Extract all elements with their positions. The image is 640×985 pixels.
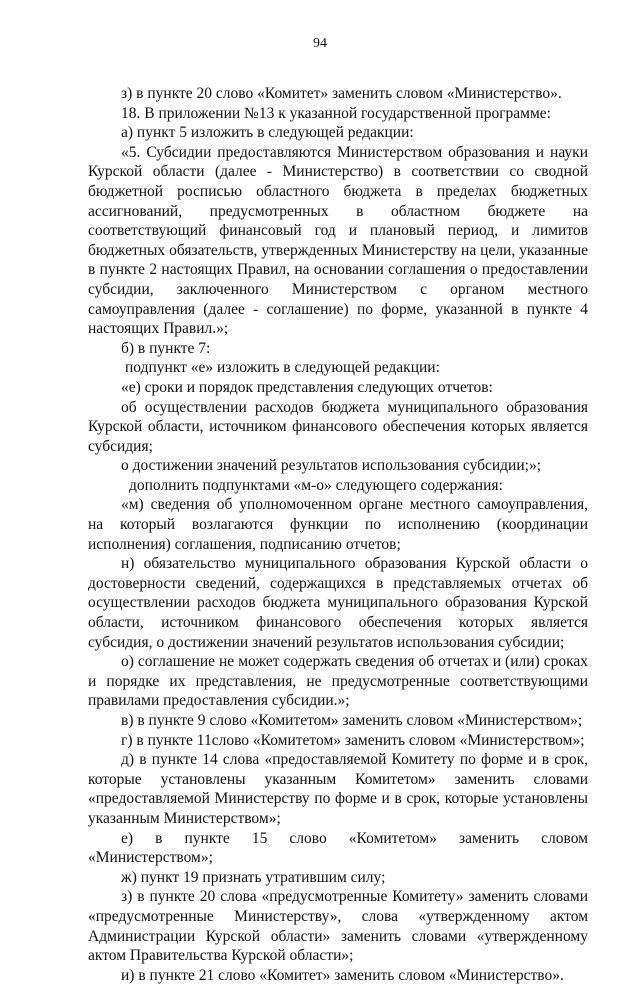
page-number: 94 <box>313 36 327 51</box>
paragraph-item-zh: ж) пункт 19 признать утратившим силу; <box>121 868 386 886</box>
paragraph-quote-5: «5. Субсидии предоставляются Министерством образования и науки Курской области (далее - Министерство) в соответствии со сводной бюджетной росписью областного бюджета в пределах бюджетных ассигнований, предусмотренных в областном бюджете на соответствующий финансовый год и плановый период, и лимитов бюджетных обязательств, утвержденных Министерству на цели, указанные в пункте 2 настоящих Правил, на основании соглашения о предоставлении субсидии, заключенного Министерством с органом местного самоуправления (далее - соглашение) по форме, указанной в пункте 4 настоящих Правил.»; <box>88 143 588 338</box>
paragraph-18: 18. В приложении №13 к указанной государственной программе: <box>121 104 551 122</box>
paragraph-item-b: б) в пункте 7: <box>121 339 211 357</box>
paragraph-item-a: а) пункт 5 изложить в следующей редакции: <box>121 124 414 142</box>
paragraph-report-expenses: об осуществлении расходов бюджета муниципального образования Курской области, источником финансового обеспечения которых является субсидия; <box>88 398 588 455</box>
paragraph-quote-m: «м) сведения об уполномоченном органе местного самоуправления, на который возлагаются функции по исполнению (координации исполнения) соглашения, подписанию отчетов; <box>88 496 588 553</box>
paragraph-item-d: д) в пункте 14 слова «предоставляемой Комитету по форме и в срок, которые установлены указанным Комитетом» заменить словами «предоставляемой Министерству по форме и в срок, которые установлены указанным Министерством»; <box>88 751 588 827</box>
paragraph-quote-e: «е) сроки и порядок представления следующих отчетов: <box>121 378 493 396</box>
paragraph-item-e: е) в пункте 15 слово «Комитетом» заменить словом «Министерством»; <box>88 829 588 867</box>
paragraph-item-z: з) в пункте 20 слово «Комитет» заменить словом «Министерство». <box>121 85 562 102</box>
paragraph-subitem-e: подпункт «е» изложить в следующей редакции: <box>125 359 440 377</box>
document-body <box>88 84 588 985</box>
paragraph-o: о) соглашение не может содержать сведения об отчетах и (или) сроках и порядке их представления, не предусмотренные соответствующими правилами предоставления субсидии.»; <box>88 653 588 710</box>
paragraph-item-z2: з) в пункте 20 слова «предусмотренные Комитету» заменить словами «предусмотренные Министерству», слова «утвержденному актом Администрации Курской области» заменить словами «утвержденному актом Правительства Курской области»; <box>88 888 588 965</box>
paragraph-item-g: г) в пункте 11слово «Комитетом» заменить словом «Министерством»; <box>121 731 585 749</box>
paragraph-n: н) обязательство муниципального образования Курской области о достоверности сведений, содержащихся в представляемых отчетах об осуществлении расходов бюджета муниципального образования Курской области, источником финансового обеспечения которых является субсидия, о достижении значений результатов использования субсидии; <box>88 555 588 651</box>
paragraph-item-v: в) в пункте 9 слово «Комитетом» заменить словом «Министерством»; <box>121 712 583 729</box>
paragraph-item-i: и) в пункте 21 слово «Комитет» заменить словом «Министерство». <box>121 966 564 984</box>
paragraph-add-m-o: дополнить подпунктами «м-о» следующего содержания: <box>129 476 503 494</box>
paragraph-report-results: о достижении значений результатов использования субсидии;»; <box>121 457 542 475</box>
